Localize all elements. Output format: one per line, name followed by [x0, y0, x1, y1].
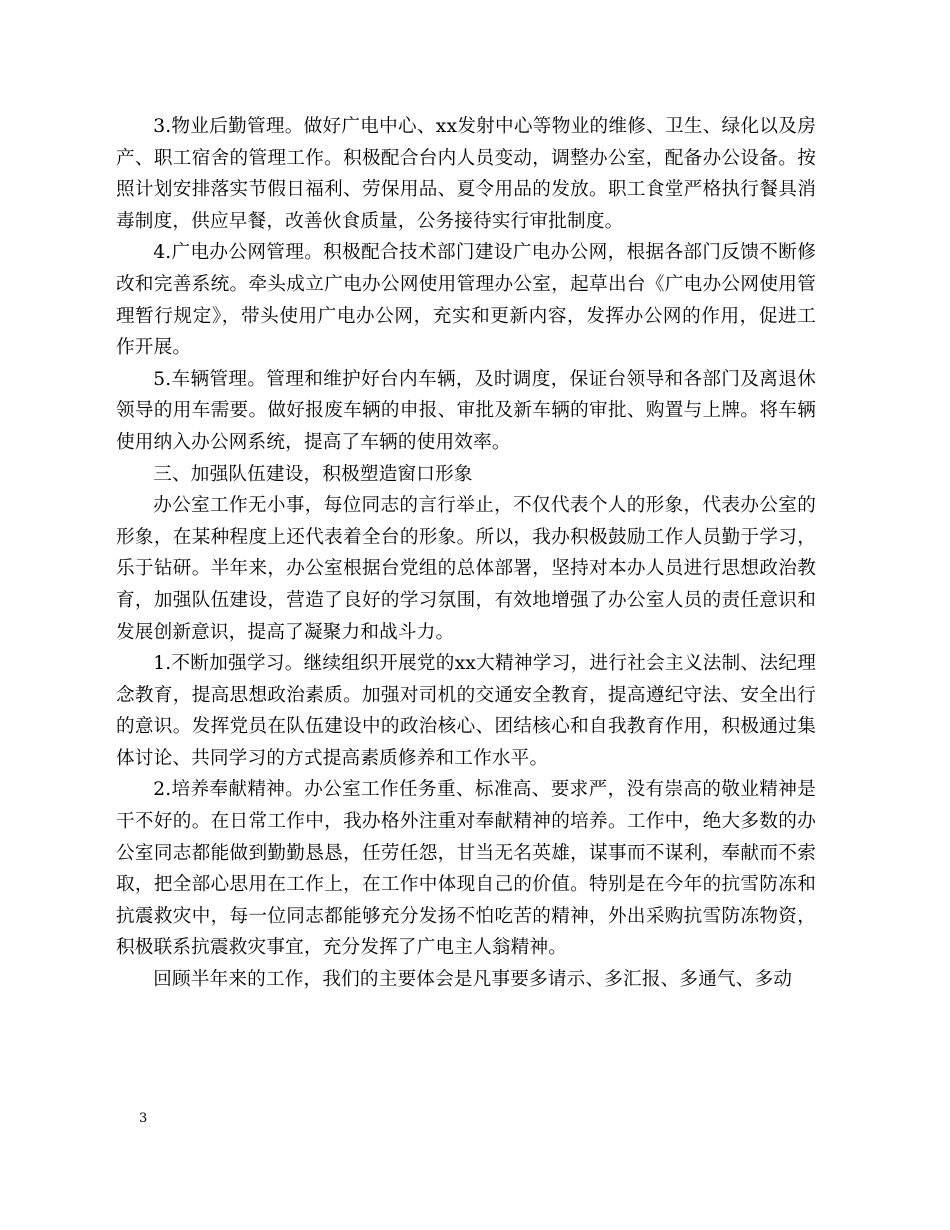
paragraph-dedication-spirit: 2.培养奉献精神。办公室工作任务重、标准高、要求严，没有崇高的敬业精神是干不好的。在日常工作中，我办格外注重对奉献精神的培养。工作中，绝大多数的办公室同志都能做到勤勤恳恳，任劳任怨，甘当无名英雄，谋事而不谋利，奉献而不索取，把全部心思用在工作上，在工作中体现自己的价值。特别是在今年的抗雪防冻和抗震救灾中，每一位同志都能够充分发扬不怕吃苦的精神，外出采购抗雪防冻物资，积极联系抗震救灾事宜，充分发挥了广电主人翁精神。	[116, 779, 816, 959]
paragraph-office-network: 4.广电办公网管理。积极配合技术部门建设广电办公网，根据各部门反馈不断修改和完善系统。牵头成立广电办公网使用管理办公室，起草出台《广电办公网使用管理暂行规定》，带头使用广电办公网，充实和更新内容，发挥办公网的作用，促进工作开展。	[116, 242, 816, 359]
paragraph-office-image: 办公室工作无小事，每位同志的言行举止，不仅代表个人的形象，代表办公室的形象，在某种程度上还代表着全台的形象。所以，我办积极鼓励工作人员勤于学习，乐于钻研。半年来，办公室根据台党组的总体部署，坚持对本办人员进行思想政治教育，加强队伍建设，营造了良好的学习氛围，有效地增强了办公室人员的责任意识和发展创新意识，提高了凝聚力和战斗力。	[116, 495, 816, 643]
page-number: 3	[139, 1111, 148, 1126]
section-heading-team-building: 三、加强队伍建设，积极塑造窗口形象	[153, 463, 473, 485]
paragraph-review: 回顾半年来的工作，我们的主要体会是凡事要多请示、多汇报、多通气、多动	[153, 969, 793, 991]
paragraph-vehicle-management: 5.车辆管理。管理和维护好台内车辆，及时调度，保证台领导和各部门及离退休领导的用车需要。做好报废车辆的申报、审批及新车辆的审批、购置与上牌。将车辆使用纳入办公网系统，提高了车辆的使用效率。	[116, 368, 816, 453]
document-body	[116, 111, 816, 996]
paragraph-property-management: 3.物业后勤管理。做好广电中心、xx发射中心等物业的维修、卫生、绿化以及房产、职工宿舍的管理工作。积极配合台内人员变动，调整办公室，配备办公设备。按照计划安排落实节假日福利、劳保用品、夏令用品的发放。职工食堂严格执行餐具消毒制度，供应早餐，改善伙食质量，公务接待实行审批制度。	[116, 116, 816, 232]
paragraph-strengthen-learning: 1.不断加强学习。继续组织开展党的xx大精神学习，进行社会主义法制、法纪理念教育，提高思想政治素质。加强对司机的交通安全教育，提高遵纪守法、安全出行的意识。发挥党员在队伍建设中的政治核心、团结核心和自我教育作用，积极通过集体讨论、共同学习的方式提高素质修养和工作水平。	[116, 653, 816, 769]
